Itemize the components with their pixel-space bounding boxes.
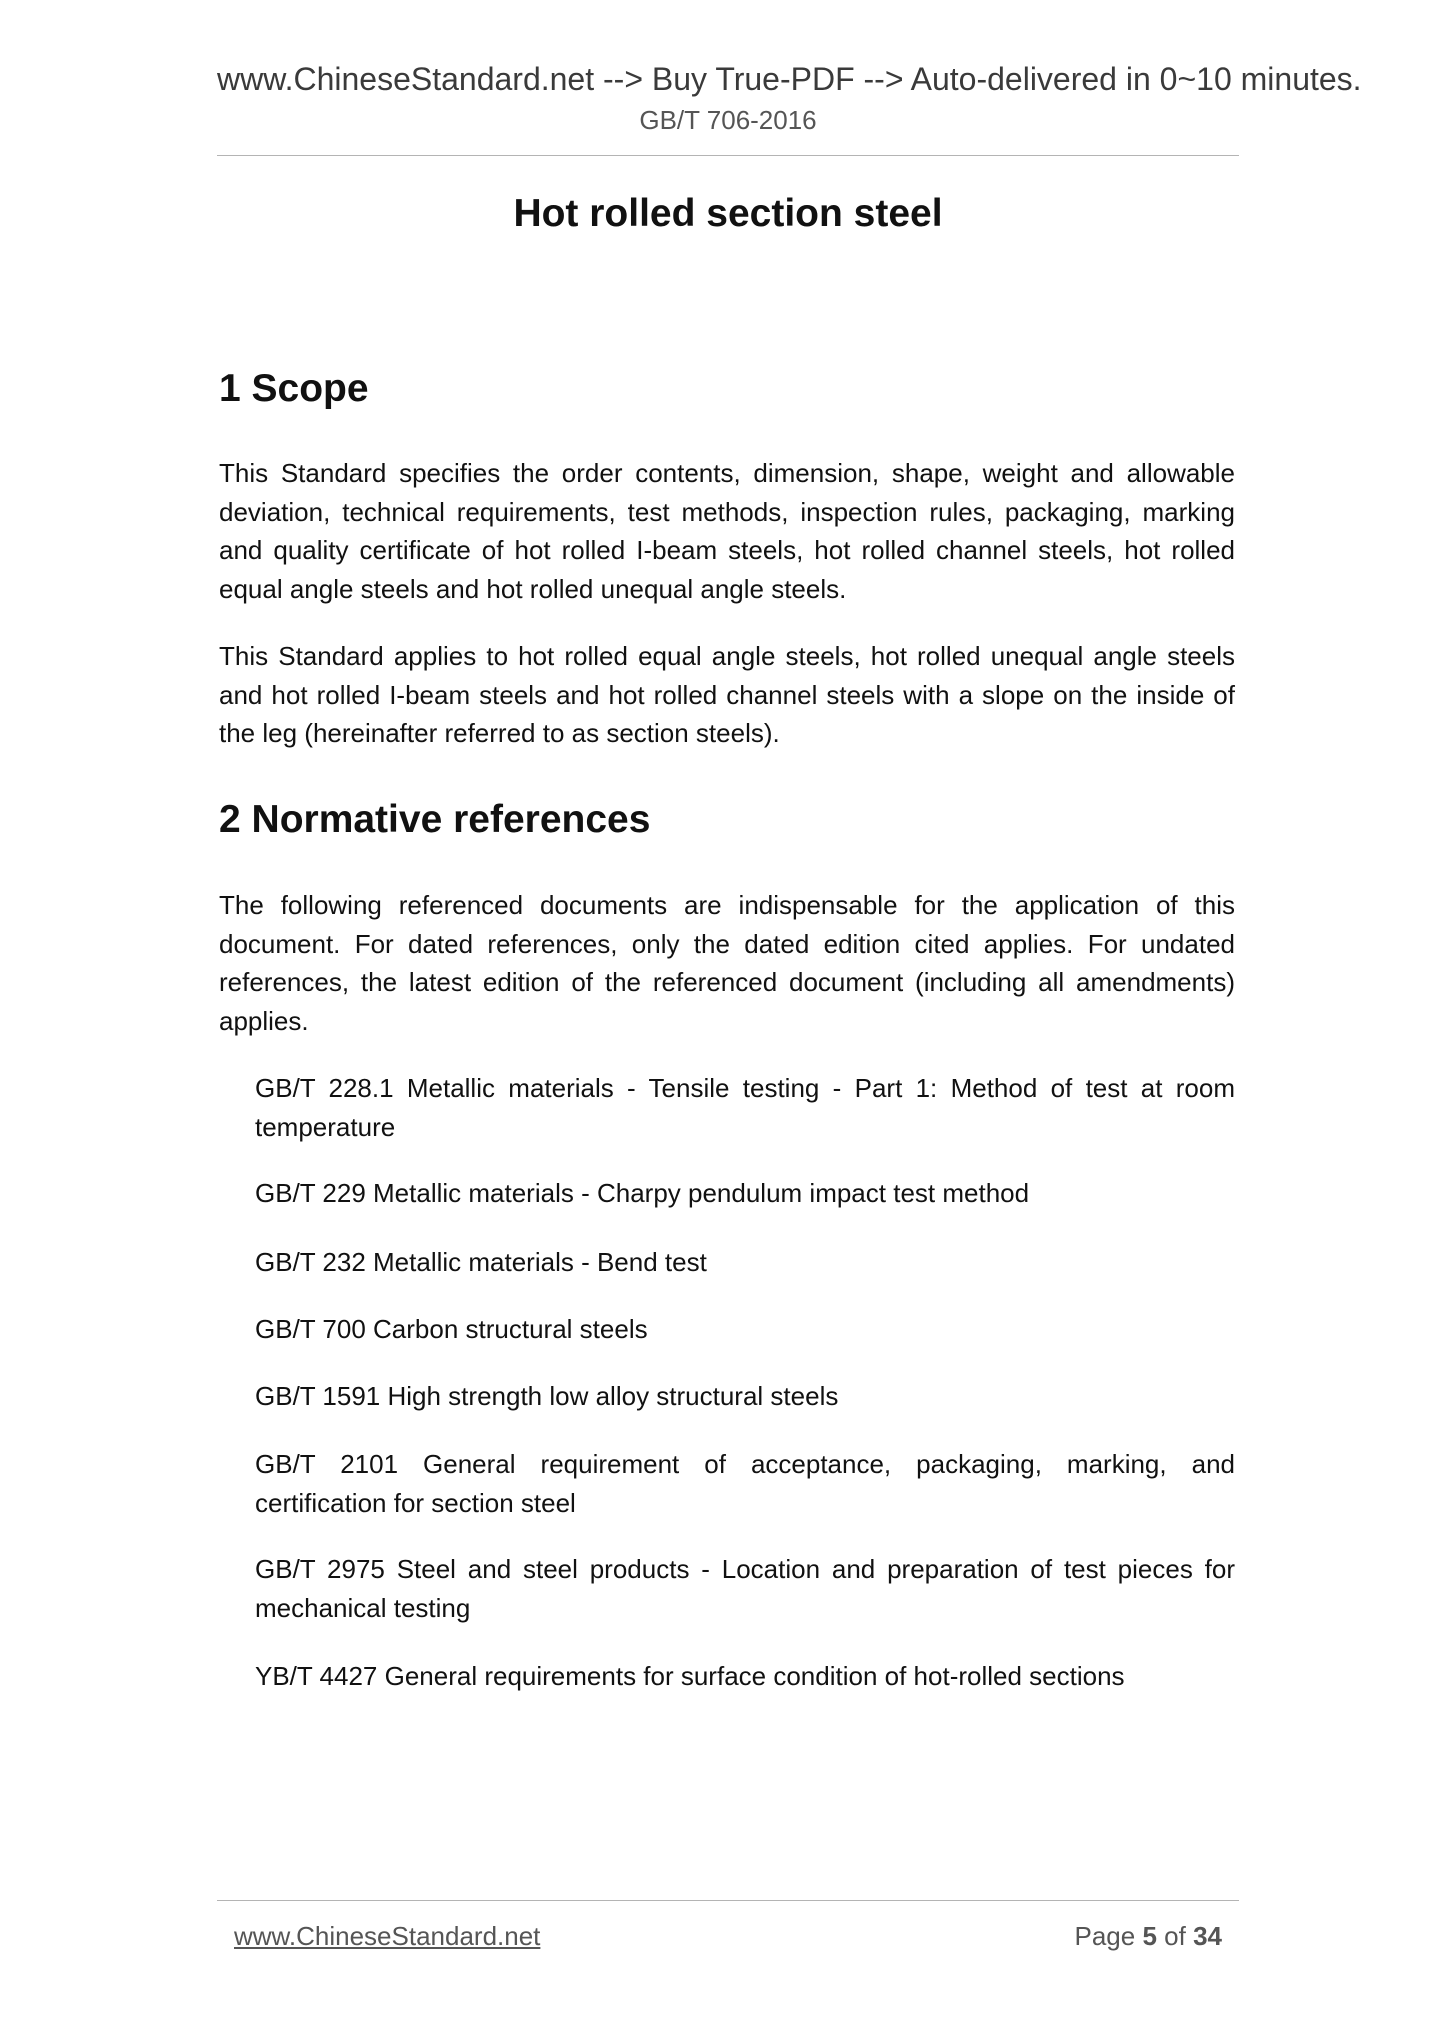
document-title: Hot rolled section steel xyxy=(513,192,943,235)
section-heading-scope: 1 Scope xyxy=(219,367,369,410)
reference-line: YB/T 4427 General requirements for surface condition of hot-rolled sections xyxy=(255,1661,1125,1691)
paragraph-line: The following referenced documents are indispensable for the application of this xyxy=(219,890,1235,920)
paragraph-line: and quality certificate of hot rolled I-beam steels, hot rolled channel steels, hot rolled xyxy=(219,535,1235,566)
paragraph-line: and hot rolled I-beam steels and hot rolled channel steels with a slope on the inside of xyxy=(219,679,1235,710)
paragraph-line: deviation, technical requirements, test methods, inspection rules, packaging, marking xyxy=(219,496,1235,527)
header-promo-line: www.ChineseStandard.net --> Buy True-PDF --> Auto-delivered in 0~10 minutes. xyxy=(217,61,1362,97)
header-divider xyxy=(217,155,1239,156)
reference-line: GB/T 2101 General requirement of acceptance, packaging, marking, and xyxy=(255,1449,1235,1479)
reference-item xyxy=(255,1445,1235,1522)
paragraph-line: This Standard specifies the order contents, dimension, shape, weight and allowable xyxy=(219,458,1235,488)
reference-line: certification for section steel xyxy=(255,1487,576,1518)
page-total: 34 xyxy=(1193,1921,1222,1951)
normative-intro-paragraph xyxy=(219,886,1235,1041)
footer-site-link[interactable]: www.ChineseStandard.net xyxy=(234,1921,541,1951)
reference-line: GB/T 228.1 Metallic materials - Tensile testing - Part 1: Method of test at room xyxy=(255,1073,1235,1103)
paragraph-line: equal angle steels and hot rolled unequal angle steels. xyxy=(219,574,847,605)
reference-item xyxy=(255,1550,1235,1627)
page-indicator xyxy=(1074,1920,1222,1952)
reference-line: GB/T 700 Carbon structural steels xyxy=(255,1314,648,1344)
footer-divider xyxy=(217,1900,1239,1901)
reference-line: temperature xyxy=(255,1111,396,1142)
paragraph-line: the leg (hereinafter referred to as section steels). xyxy=(219,718,780,749)
reference-item xyxy=(255,1174,1235,1213)
scope-paragraph-1 xyxy=(219,454,1235,609)
paragraph-line: applies. xyxy=(219,1006,309,1037)
reference-item xyxy=(255,1657,1235,1696)
scope-paragraph-2 xyxy=(219,637,1235,753)
page-number: 5 xyxy=(1142,1921,1157,1951)
paragraph-line: references, the latest edition of the referenced document (including all amendments) xyxy=(219,967,1235,998)
reference-item xyxy=(255,1310,1235,1349)
reference-line: GB/T 1591 High strength low alloy structural steels xyxy=(255,1381,839,1411)
page-label: Page xyxy=(1074,1921,1136,1951)
reference-item xyxy=(255,1243,1235,1282)
paragraph-line: This Standard applies to hot rolled equal angle steels, hot rolled unequal angle steels xyxy=(219,641,1235,671)
paragraph-line: document. For dated references, only the dated edition cited applies. For undated xyxy=(219,928,1235,959)
reference-item xyxy=(255,1377,1235,1416)
reference-line: GB/T 2975 Steel and steel products - Location and preparation of test pieces for xyxy=(255,1554,1235,1584)
reference-item xyxy=(255,1069,1235,1146)
section-heading-normative-references: 2 Normative references xyxy=(219,798,651,841)
reference-line: GB/T 229 Metallic materials - Charpy pendulum impact test method xyxy=(255,1178,1030,1208)
reference-line: mechanical testing xyxy=(255,1592,471,1623)
page-of-label: of xyxy=(1164,1921,1186,1951)
reference-line: GB/T 232 Metallic materials - Bend test xyxy=(255,1247,707,1277)
header-standard-code: GB/T 706-2016 xyxy=(639,105,817,135)
